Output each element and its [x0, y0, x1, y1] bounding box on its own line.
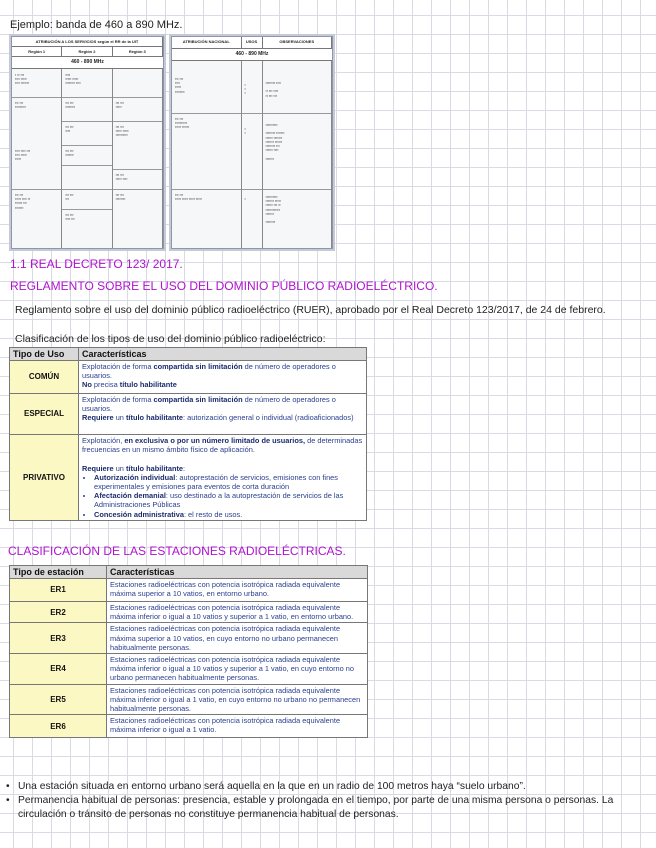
est-tipo-er3: ER3	[10, 623, 107, 654]
uso-tipo-especial: ESPECIAL	[10, 394, 79, 435]
list-item: • Autorización individual: autoprestación de servicios, emisiones con fines experimentales y emisiones para eventos de corta duración	[94, 473, 363, 491]
uso-tipo-privativo: PRIVATIVO	[10, 435, 79, 521]
note-permanencia: Permanencia habitual de personas: presencia, estable y prolongada en el tiempo, por parte de una misma persona o personas. La circulación o tránsito de personas no constituye permanencia habitual de personas.	[18, 795, 614, 820]
uso-desc-especial: Explotación de forma compartida sin limitación de número de operadores o usuarios. Requiere un título habilitante: autorización general o individual (radioaficionados)	[79, 394, 367, 435]
list-item: • Concesión administrativa: el resto de usos.	[94, 510, 363, 519]
table-row	[10, 579, 368, 602]
uso-desc-comun: Explotación de forma compartida sin limitación de número de operadores o usuarios. No precisa título habilitante	[79, 361, 367, 394]
est-desc-er5: Estaciones radioeléctricas con potencia isotrópica radiada equivalente máxima inferior o igual a 1 vatio, en cuyo entorno no urbano no permanecen habitualmente personas.	[107, 684, 368, 715]
fig-right-band: 460 - 890 MHz	[172, 49, 332, 61]
est-desc-er3: Estaciones radioeléctricas con potencia isotrópica radiada equivalente máxima superior a 10 vatios, en cuyo entorno no urbano permanecen habitualmente personas.	[107, 623, 368, 654]
estaciones-table	[9, 565, 368, 738]
itu-allocation-figure	[11, 36, 164, 249]
table-row	[10, 684, 368, 715]
section-title-estaciones: CLASIFICACIÓN DE LAS ESTACIONES RADIOELÉCTRICAS.	[8, 544, 346, 558]
est-tipo-er5: ER5	[10, 684, 107, 715]
example-caption: Ejemplo: banda de 460 a 890 MHz.	[10, 19, 183, 31]
uso-table-header-caract: Características	[79, 348, 367, 361]
fig-left-region2: Región 2	[62, 47, 112, 56]
est-desc-er4: Estaciones radioeléctricas con potencia isotrópica radiada equivalente máxima inferior o igual a 10 vatios y superior a 1 vatio, en cuyo entorno no urbano permanecen habitualmente personas.	[107, 654, 368, 685]
uso-table-header-tipo: Tipo de Uso	[10, 348, 79, 361]
table-row	[10, 715, 368, 738]
est-table-header-tipo: Tipo de estación	[10, 566, 107, 579]
paragraph-ruer: Reglamento sobre el uso del dominio público radioeléctrico (RUER), aprobado por el Real Decreto 123/2017, de 24 de febrero.	[15, 304, 606, 316]
fig-left-region1: Región 1	[12, 47, 62, 56]
est-tipo-er2: ER2	[10, 602, 107, 623]
fig-right-header-usos: USOS	[242, 37, 263, 48]
fig-left-body: ▪ ▪▪ ▪▪▪ ▪▪▪▪ ▪▪▪▪▪ ▪▪▪▪ ▪▪▪▪▪▪▪ ▪▪▪ ▪▪▪ ▪▪▪▪▪▪▪▪▪ ▪▪▪▪ ▪▪▪▪ ▪▪▪ ▪▪▪▪ ▪▪▪▪▪ ▪▪▪▪▪ ▪▪▪ ▪▪▪ ▪▪▪▪▪ ▪▪▪▪ ▪▪ ▪▪▪▪▪▪ ▪▪▪ ▪▪▪▪▪▪▪ ▪▪▪▪ ▪▪▪▪▪ ▪▪▪▪▪ ▪▪▪▪▪▪▪▪ ▪▪▪▪ ▪▪▪ ▪▪▪ ▪▪▪▪▪▪▪▪ ▪▪▪ ▪▪▪ ▪▪▪▪ ▪▪▪ ▪▪▪ ▪▪▪▪▪▪▪ ▪▪▪ ▪▪▪ ▪▪▪ ▪▪▪ ▪▪▪ ▪▪▪▪ ▪▪▪ ▪▪▪ ▪▪▪ ▪▪▪▪▪ ▪▪▪ ▪▪▪ ▪▪▪▪▪ ▪▪▪▪▪ ▪▪▪▪▪▪▪▪▪▪ ▪▪▪ ▪▪▪ ▪▪▪▪▪ ▪▪▪▪ ▪▪▪ ▪▪▪ ▪▪▪▪▪▪▪▪	[12, 69, 163, 249]
list-item: • Afectación demanial: uso destinado a la autoprestación de servicios de las Administraciones Públicas	[94, 491, 363, 509]
uso-desc-privativo: Explotación, en exclusiva o por un número limitado de usuarios, de determinadas frecuencias en un mismo ámbito físico de aplicación. Requiere un título habilitante: • Autorización individual: autoprestación de servicios, emisiones con fines experimentales y emisiones para eventos de corta duración • Afectación demanial: uso destinado a la autoprestación de servicios de las Administraciones Públicas • Concesión administrativa: el resto de usos.	[79, 435, 367, 521]
national-allocation-figure	[171, 36, 333, 249]
fig-right-header-obs: OBSERVACIONES	[263, 37, 333, 48]
list-item: • Permanencia habitual de personas: presencia, estable y prolongada en el tiempo, por parte de una misma persona o personas. La circulación o tránsito de personas no constituye permanencia habitual de personas.	[6, 794, 646, 822]
uso-table	[9, 347, 367, 521]
paragraph-clasificacion: Clasificación de los tipos de uso del dominio público radioeléctrico:	[15, 333, 326, 345]
est-desc-er6: Estaciones radioeléctricas con potencia isotrópica radiada equivalente máxima inferior o igual a 1 vatio.	[107, 715, 368, 738]
table-row	[10, 435, 367, 521]
table-row	[10, 623, 368, 654]
table-row	[10, 602, 368, 623]
est-tipo-er4: ER4	[10, 654, 107, 685]
table-row	[10, 394, 367, 435]
note-urbano: Una estación situada en entorno urbano será aquella en la que en un radio de 100 metros haya “suelo urbano”.	[18, 781, 526, 792]
fig-left-header: ATRIBUCIÓN A LOS SERVICIOS según el RR de la UIT	[12, 37, 163, 46]
est-desc-er2: Estaciones radioeléctricas con potencia isotrópica radiada equivalente máxima inferior o igual a 10 vatios y superior a 1 vatio, en entorno urbano.	[107, 602, 368, 623]
uso-tipo-comun: COMÚN	[10, 361, 79, 394]
est-desc-er1: Estaciones radioeléctricas con potencia isotrópica radiada equivalente máxima superior a 10 vatios, en entorno urbano.	[107, 579, 368, 602]
est-table-header-caract: Características	[107, 566, 368, 579]
section-title-reglamento: REGLAMENTO SOBRE EL USO DEL DOMINIO PÚBLICO RADIOELÉCTRICO.	[10, 279, 438, 293]
est-tipo-er6: ER6	[10, 715, 107, 738]
fig-right-body: ▪▪▪ ▪▪▪ ▪▪▪▪ ▪▪▪▪▪ ▪▪▪▪▪▪▪▪ ▪▪▪ ▪▪▪ ▪▪▪▪▪▪▪▪▪▪ ▪▪▪▪▪ ▪▪▪▪▪▪ ▪▪▪ ▪▪▪ ▪▪▪▪▪ ▪▪▪▪▪ ▪▪▪▪▪ ▪▪▪▪▪ ▪ ▪ ▪ ▪ ▪ ▪ ▪▪▪▪▪▪▪▪ ▪▪▪▪ ▪▪ ▪▪▪ ▪▪▪▪ ▪▪ ▪▪▪ ▪▪▪ ▪▪▪▪▪▪▪▪▪▪ ▪▪▪▪▪▪▪▪ ▪▪▪▪▪▪▪ ▪▪▪▪▪▪ ▪▪▪▪▪▪▪ ▪▪▪▪▪▪▪ ▪▪▪▪▪▪ ▪▪▪▪▪▪▪▪ ▪▪▪ ▪▪▪▪▪▪ ▪▪▪▪ ▪▪▪▪▪▪▪ ▪▪▪▪▪▪▪▪▪▪ ▪▪▪▪▪▪▪ ▪▪▪▪▪ ▪▪▪▪▪▪ ▪▪▪ ▪▪ ▪▪▪▪▪▪▪▪▪▪▪▪ ▪▪▪▪▪▪▪ ▪▪▪▪▪▪▪▪	[172, 61, 332, 249]
list-item: • Una estación situada en entorno urbano será aquella en la que en un radio de 100 metros haya “suelo urbano”.	[6, 781, 526, 792]
table-row	[10, 361, 367, 394]
notes-list	[6, 780, 646, 822]
fig-left-region3: Región 3	[113, 47, 163, 56]
est-tipo-er1: ER1	[10, 579, 107, 602]
table-row	[10, 654, 368, 685]
section-title-real-decreto: 1.1 REAL DECRETO 123/ 2017.	[10, 257, 183, 271]
fig-left-band: 460 - 890 MHz	[12, 57, 163, 69]
fig-right-header-atribucion: ATRIBUCIÓN NACIONAL	[172, 37, 242, 48]
